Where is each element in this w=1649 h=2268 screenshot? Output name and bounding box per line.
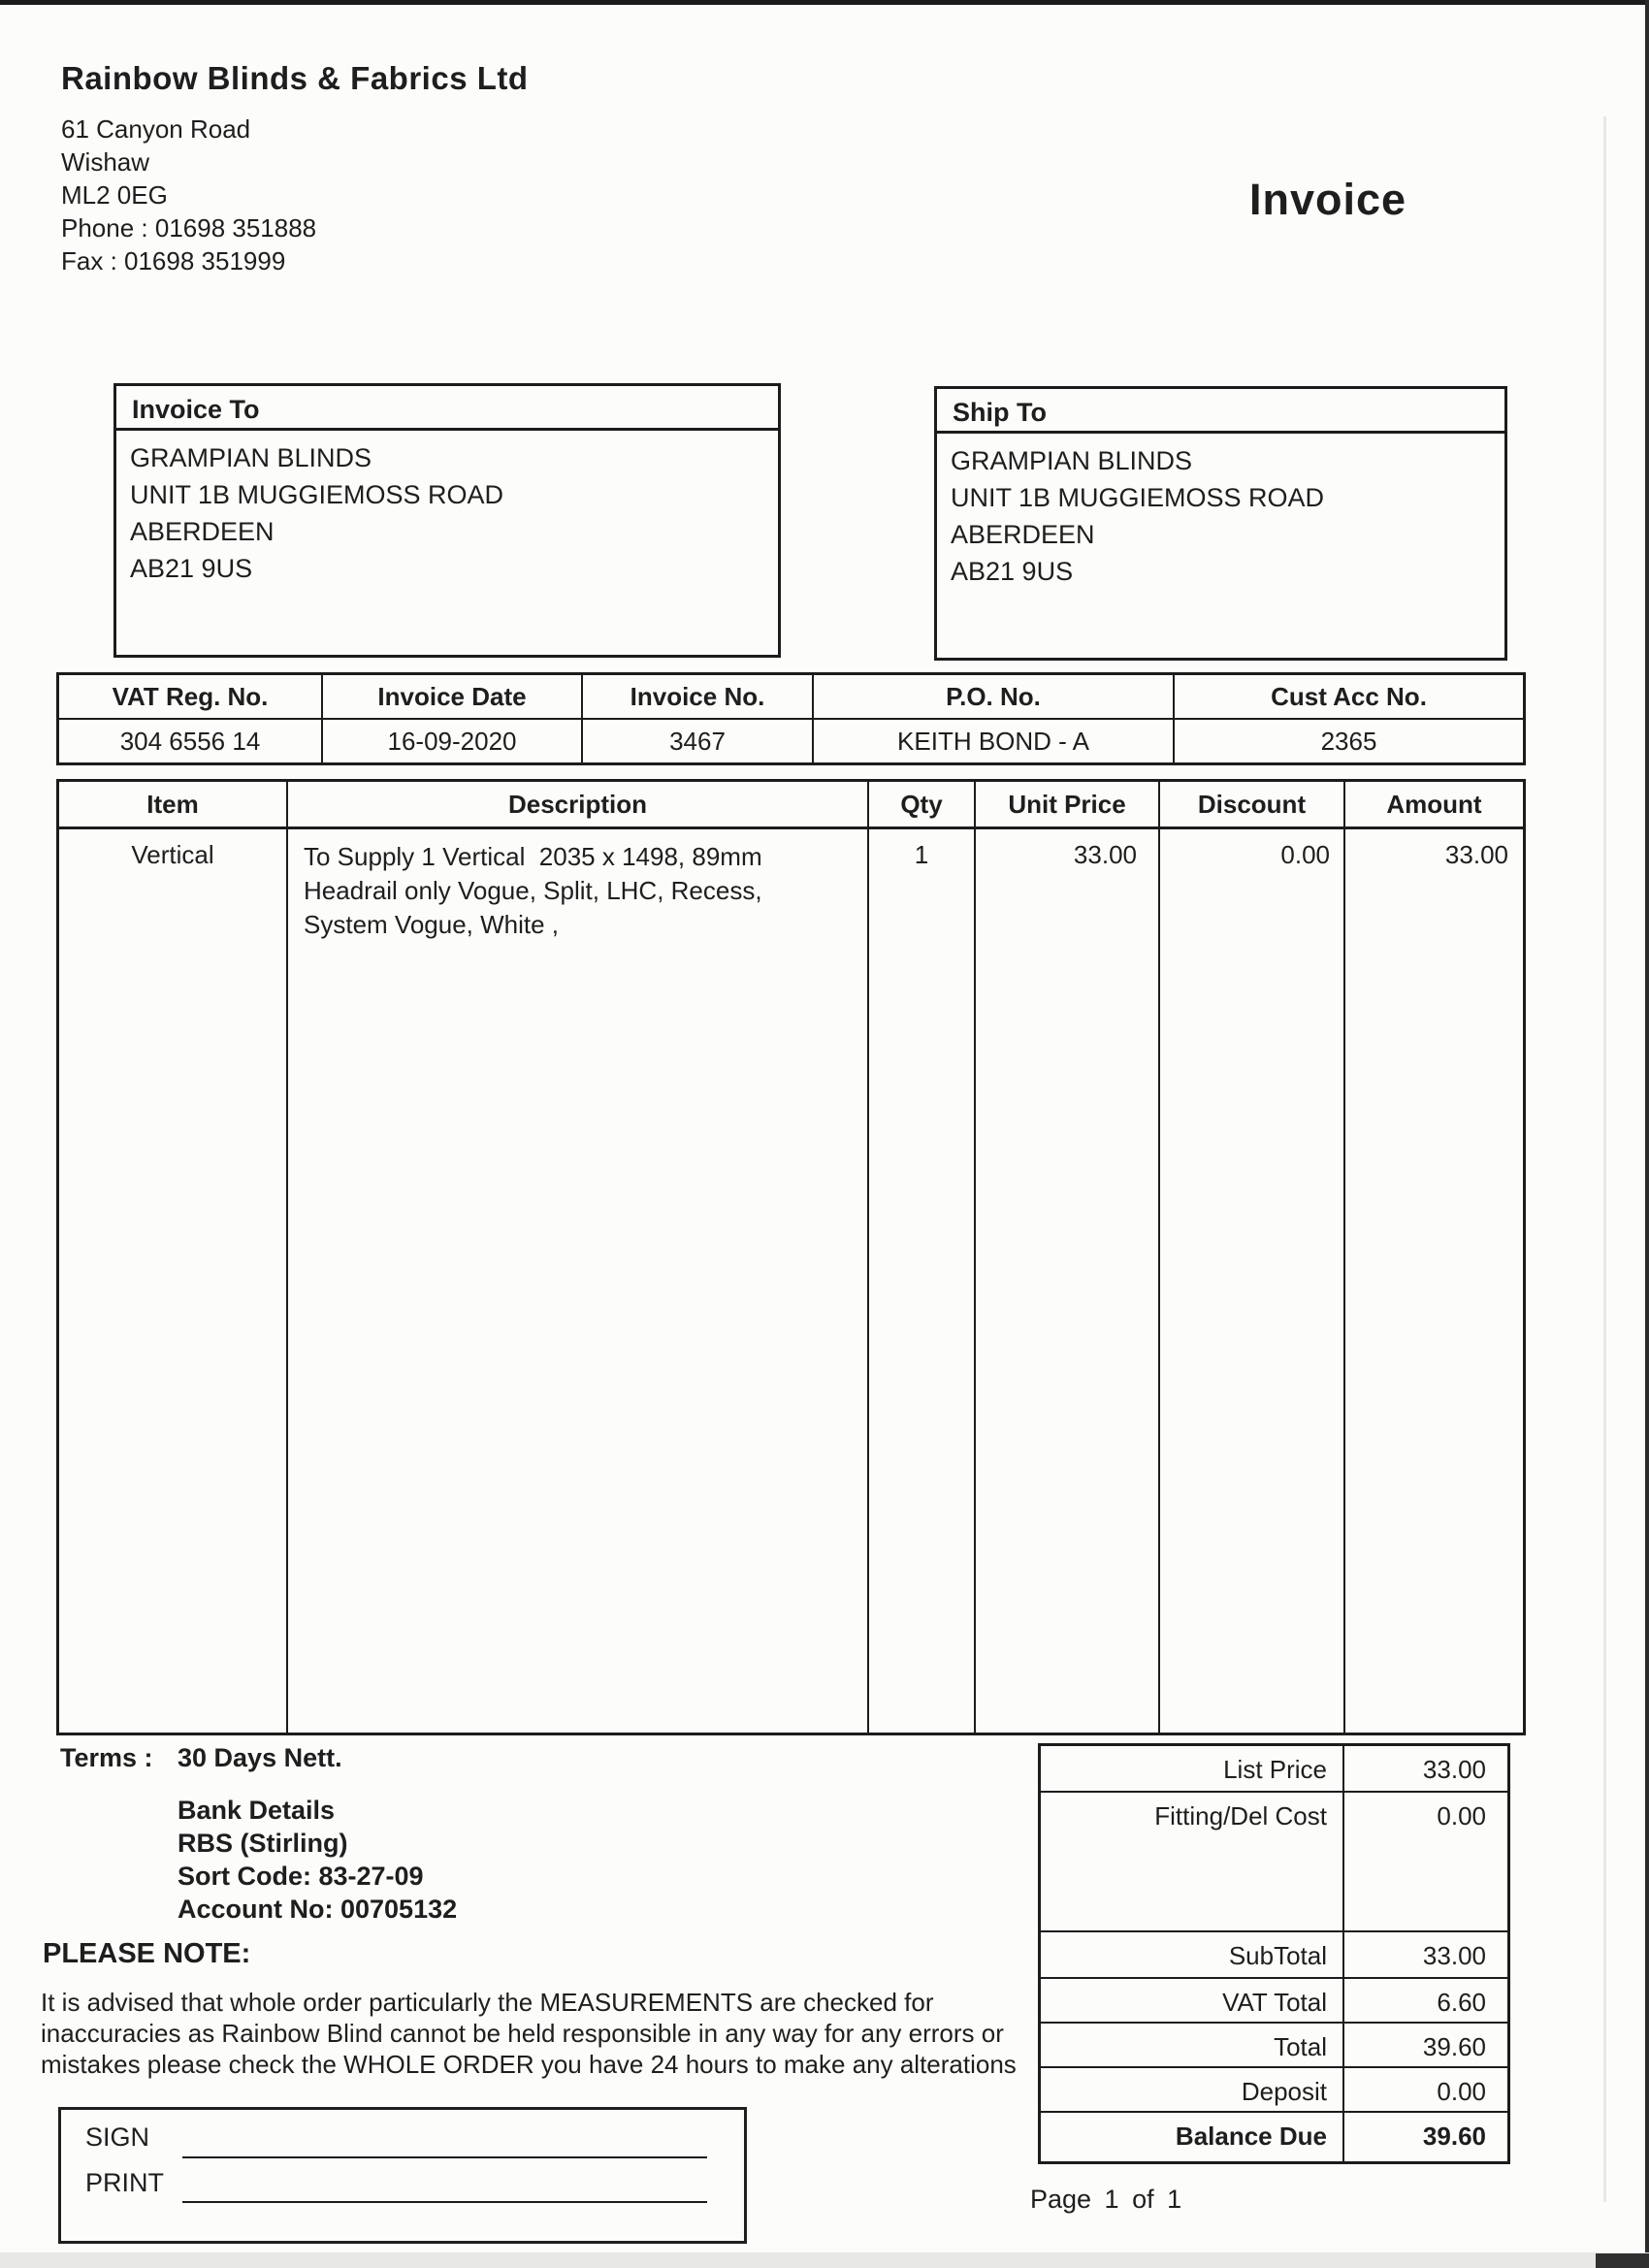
company-name: Rainbow Blinds & Fabrics Ltd bbox=[61, 60, 529, 96]
info-value-invoice-no: 3467 bbox=[583, 720, 814, 762]
items-header-description: Description bbox=[288, 782, 869, 826]
info-value-invoice-date: 16-09-2020 bbox=[323, 720, 583, 762]
totals-value: 6.60 bbox=[1437, 1988, 1486, 2017]
signature-box bbox=[58, 2107, 747, 2244]
invoice-info-table bbox=[56, 672, 1526, 765]
company-address-line: ML2 0EG bbox=[61, 180, 168, 210]
info-value-cust-acc-no: 2365 bbox=[1320, 726, 1377, 756]
scan-edge-right bbox=[1645, 0, 1649, 2268]
terms-value: 30 Days Nett. bbox=[178, 1743, 342, 1772]
totals-row-vat-total bbox=[1041, 1979, 1507, 2024]
info-table-value-row bbox=[59, 720, 1523, 762]
info-value-po-no: KEITH BOND - A bbox=[814, 720, 1175, 762]
info-header-po-no: P.O. No. bbox=[814, 675, 1175, 718]
invoice-to-line: AB21 9US bbox=[130, 554, 253, 583]
scan-band-bottom bbox=[0, 2252, 1649, 2268]
items-header-discount: Discount bbox=[1160, 782, 1345, 826]
totals-label: List Price bbox=[1041, 1746, 1344, 1791]
items-table bbox=[56, 779, 1526, 1735]
invoice-to-line: UNIT 1B MUGGIEMOSS ROAD bbox=[130, 480, 504, 509]
ship-to-address bbox=[937, 434, 1504, 590]
items-table-header-row bbox=[59, 782, 1523, 829]
scan-edge-top bbox=[0, 0, 1649, 5]
totals-label: SubTotal bbox=[1041, 1932, 1344, 1977]
totals-value: 39.60 bbox=[1422, 2032, 1486, 2061]
invoice-to-line: ABERDEEN bbox=[130, 517, 275, 546]
totals-label: Fitting/Del Cost bbox=[1041, 1793, 1344, 1930]
totals-value: 0.00 bbox=[1437, 1801, 1486, 1831]
please-note-heading: PLEASE NOTE: bbox=[43, 1938, 251, 1969]
info-value-vat-reg-no: 304 6556 14 bbox=[59, 720, 323, 762]
info-header-invoice-date: Invoice Date bbox=[323, 675, 583, 718]
totals-row-balance-due bbox=[1041, 2113, 1507, 2161]
totals-row-total bbox=[1041, 2024, 1507, 2068]
sign-label: SIGN bbox=[85, 2122, 150, 2152]
company-phone: Phone : 01698 351888 bbox=[61, 213, 317, 243]
totals-value: 0.00 bbox=[1437, 2077, 1486, 2106]
print-label: PRINT bbox=[85, 2168, 164, 2197]
invoice-to-line: GRAMPIAN BLINDS bbox=[130, 443, 372, 472]
item-name-cell: Vertical bbox=[59, 829, 288, 1733]
bank-sort-code: Sort Code: 83-27-09 bbox=[178, 1862, 424, 1891]
company-fax: Fax : 01698 351999 bbox=[61, 246, 286, 275]
sign-line bbox=[182, 2156, 707, 2158]
totals-row-subtotal bbox=[1041, 1932, 1507, 1979]
item-description-line: To Supply 1 Vertical 2035 x 1498, 89mm bbox=[304, 842, 762, 871]
terms-label: Terms : bbox=[60, 1743, 153, 1772]
totals-label: Balance Due bbox=[1041, 2113, 1344, 2161]
item-description-line: Headrail only Vogue, Split, LHC, Recess, bbox=[304, 876, 762, 905]
invoice-to-address bbox=[116, 431, 778, 587]
invoice-to-label: Invoice To bbox=[116, 386, 778, 431]
ship-to-line: ABERDEEN bbox=[951, 520, 1095, 549]
scan-corner bbox=[1596, 2253, 1649, 2268]
items-table-row bbox=[59, 829, 1523, 1733]
totals-row-list-price bbox=[1041, 1746, 1507, 1793]
item-description-cell bbox=[288, 829, 869, 1733]
ship-to-line: UNIT 1B MUGGIEMOSS ROAD bbox=[951, 483, 1325, 512]
totals-label: Total bbox=[1041, 2024, 1344, 2066]
bank-details-heading: Bank Details bbox=[178, 1796, 336, 1825]
company-address-line: 61 Canyon Road bbox=[61, 114, 251, 144]
company-address-line: Wishaw bbox=[61, 147, 150, 177]
item-unit-price-cell: 33.00 bbox=[976, 829, 1160, 1733]
items-header-unit-price: Unit Price bbox=[976, 782, 1160, 826]
totals-value: 39.60 bbox=[1422, 2122, 1486, 2151]
print-line bbox=[182, 2201, 707, 2203]
info-header-invoice-no: Invoice No. bbox=[583, 675, 814, 718]
totals-label: VAT Total bbox=[1041, 1979, 1344, 2022]
items-header-item: Item bbox=[59, 782, 288, 826]
item-qty-cell: 1 bbox=[869, 829, 976, 1733]
ship-to-line: AB21 9US bbox=[951, 557, 1074, 586]
item-description-line: System Vogue, White , bbox=[304, 910, 560, 939]
document-title: Invoice bbox=[1249, 175, 1407, 224]
ship-to-line: GRAMPIAN BLINDS bbox=[951, 446, 1193, 475]
info-header-vat-reg-no: VAT Reg. No. bbox=[59, 675, 323, 718]
items-header-amount: Amount bbox=[1386, 789, 1482, 819]
scan-artifact-line bbox=[1603, 116, 1606, 2202]
totals-label: Deposit bbox=[1041, 2068, 1344, 2111]
ship-to-box bbox=[934, 386, 1507, 661]
totals-row-fitting-del-cost bbox=[1041, 1793, 1507, 1932]
bank-name: RBS (Stirling) bbox=[178, 1829, 348, 1858]
page-number: Page 1 of 1 bbox=[1030, 2185, 1182, 2214]
totals-row-deposit bbox=[1041, 2068, 1507, 2113]
ship-to-label: Ship To bbox=[937, 389, 1504, 434]
bank-account-no: Account No: 00705132 bbox=[178, 1895, 458, 1924]
totals-box bbox=[1038, 1743, 1510, 2164]
totals-value: 33.00 bbox=[1422, 1755, 1486, 1784]
please-note-line: mistakes please check the WHOLE ORDER you have 24 hours to make any alterations bbox=[41, 2050, 1017, 2079]
invoice-to-box bbox=[113, 383, 781, 658]
info-header-cust-acc-no: Cust Acc No. bbox=[1271, 681, 1427, 711]
bank-details-block bbox=[178, 1794, 457, 1926]
please-note-line: inaccuracies as Rainbow Blind cannot be held responsible in any way for any errors or bbox=[41, 2019, 1004, 2048]
please-note-line: It is advised that whole order particularly the MEASUREMENTS are checked for bbox=[41, 1988, 934, 2017]
item-amount-cell: 33.00 bbox=[1444, 840, 1508, 869]
info-table-header-row bbox=[59, 675, 1523, 720]
please-note-text bbox=[41, 1987, 1017, 2080]
totals-value: 33.00 bbox=[1422, 1941, 1486, 1970]
item-discount-cell: 0.00 bbox=[1160, 829, 1345, 1733]
items-header-qty: Qty bbox=[869, 782, 976, 826]
company-block bbox=[61, 60, 529, 277]
